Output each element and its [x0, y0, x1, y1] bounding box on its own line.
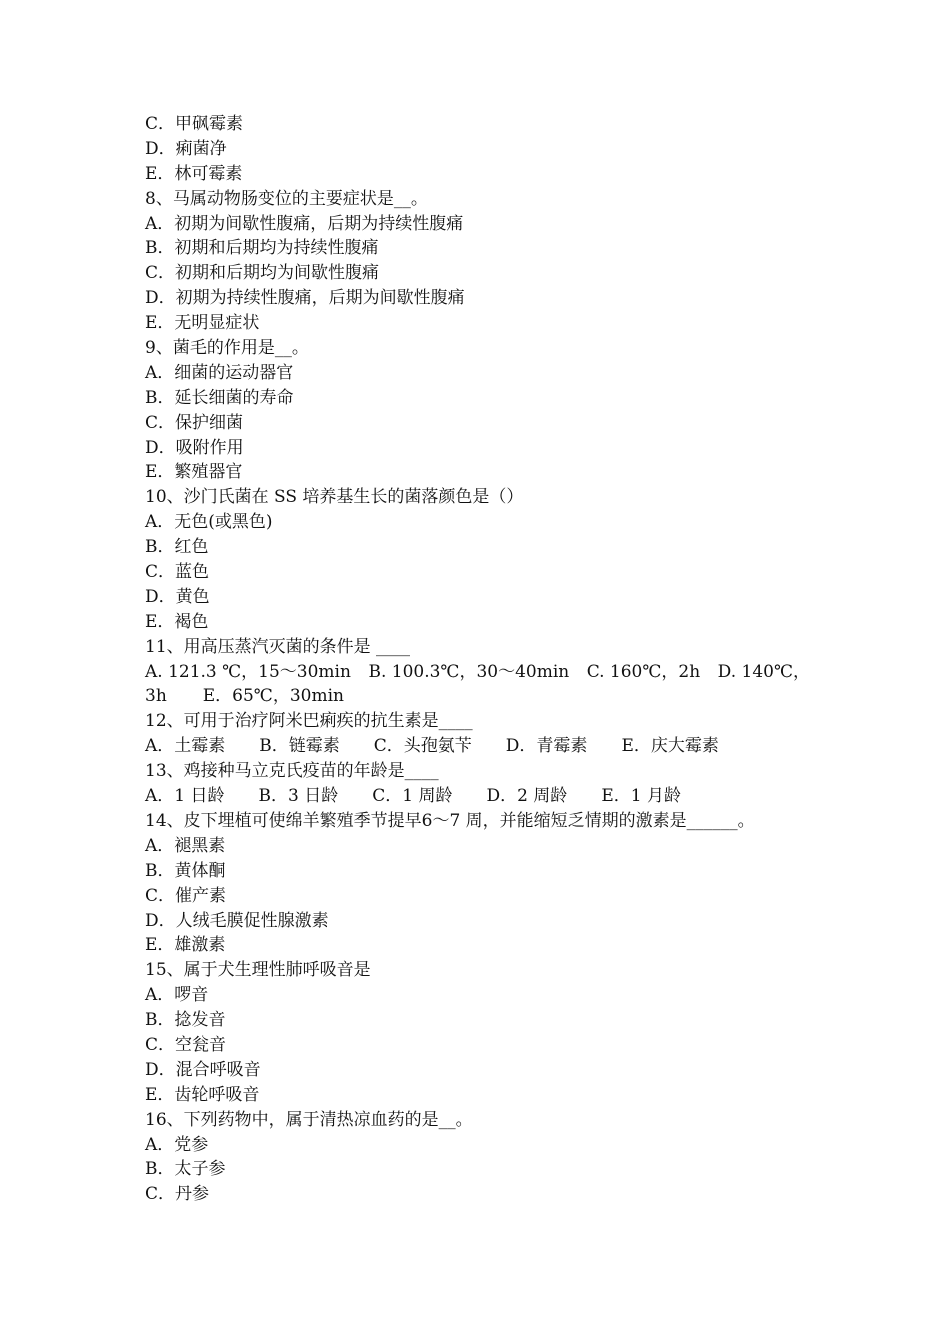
- text-line: A．细菌的运动器官: [145, 362, 294, 383]
- text-line: E．林可霉素: [145, 163, 243, 184]
- option: B．链霉素: [259, 736, 340, 757]
- text-line: B．黄体酮: [145, 860, 226, 881]
- question-title: 11、用高压蒸汽灭菌的条件是 ____: [145, 636, 411, 657]
- text-line: D．初期为持续性腹痛，后期为间歇性腹痛: [145, 288, 465, 309]
- text-line: E．无明显症状: [145, 313, 260, 334]
- option: A. 121.3 ℃，15～30min: [145, 661, 351, 682]
- option: E．1 月龄: [601, 786, 681, 807]
- question-title: 15、属于犬生理性肺呼吸音是: [145, 960, 371, 981]
- question-title: 12、可用于治疗阿米巴痢疾的抗生素是____: [145, 711, 473, 732]
- text-line: E．褐色: [145, 611, 209, 632]
- option: C．1 周龄: [372, 786, 453, 807]
- question-title: 9、菌毛的作用是__。: [145, 338, 309, 359]
- option: C. 160℃，2h: [586, 661, 701, 682]
- option: B．3 日龄: [258, 786, 339, 807]
- option: 3h: [145, 686, 167, 707]
- option: B. 100.3℃，30～40min: [368, 661, 570, 682]
- option: C．头孢氨苄: [373, 736, 472, 757]
- text-line: B．捻发音: [145, 1010, 226, 1031]
- text-line: C．催产素: [145, 885, 227, 906]
- text-line: B．红色: [145, 537, 209, 558]
- text-line: A．党参: [145, 1134, 209, 1155]
- text-line: A．褪黑素: [145, 835, 226, 856]
- question-title: 10、沙门氏菌在 SS 培养基生长的菌落颜色是（）: [145, 487, 524, 508]
- text-line: B．太子参: [145, 1159, 226, 1180]
- text-line: E．雄激素: [145, 935, 226, 956]
- text-line: C．初期和后期均为间歇性腹痛: [145, 263, 380, 284]
- text-line: C．丹参: [145, 1184, 210, 1205]
- text-line: D．人绒毛膜促性腺激素: [145, 910, 329, 931]
- text-line: B．初期和后期均为持续性腹痛: [145, 238, 379, 259]
- q12-options: [145, 734, 810, 759]
- q11-options-line1: [145, 660, 810, 685]
- option: D．青霉素: [505, 736, 588, 757]
- text-line: A．初期为间歇性腹痛，后期为持续性腹痛: [145, 213, 464, 234]
- text-line: A．啰音: [145, 985, 209, 1006]
- text-line: C．甲砜霉素: [145, 114, 244, 134]
- text-line: C．蓝色: [145, 562, 210, 583]
- document-body: [145, 112, 810, 1207]
- text-line: E．繁殖器官: [145, 462, 243, 483]
- option: A．土霉素: [145, 736, 226, 757]
- q13-options: [145, 784, 810, 809]
- text-line: D．混合呼吸音: [145, 1059, 261, 1080]
- question-title: 16、下列药物中，属于清热凉血药的是__。: [145, 1109, 473, 1130]
- text-line: E．齿轮呼吸音: [145, 1084, 260, 1105]
- text-line: A．无色(或黑色): [145, 512, 273, 533]
- text-line: C．空瓮音: [145, 1034, 227, 1055]
- text-line: C．保护细菌: [145, 412, 244, 433]
- text-line: B．延长细菌的寿命: [145, 387, 294, 408]
- question-title: 13、鸡接种马立克氏疫苗的年龄是____: [145, 761, 439, 782]
- option: E．65℃，30min: [202, 686, 344, 707]
- option: E．庆大霉素: [621, 736, 719, 757]
- text-line: D．痢菌净: [145, 138, 227, 159]
- option: D．2 周龄: [486, 786, 568, 807]
- text-line: D．黄色: [145, 586, 210, 607]
- text-line: D．吸附作用: [145, 437, 244, 458]
- question-title: 14、皮下埋植可使绵羊繁殖季节提早6～7 周，并能缩短乏情期的激素是______。: [145, 810, 755, 831]
- option: A．1 日龄: [145, 786, 225, 807]
- option: D. 140℃，: [717, 661, 810, 682]
- question-title: 8、马属动物肠变位的主要症状是__。: [145, 188, 428, 209]
- q11-options-line2: [145, 684, 810, 709]
